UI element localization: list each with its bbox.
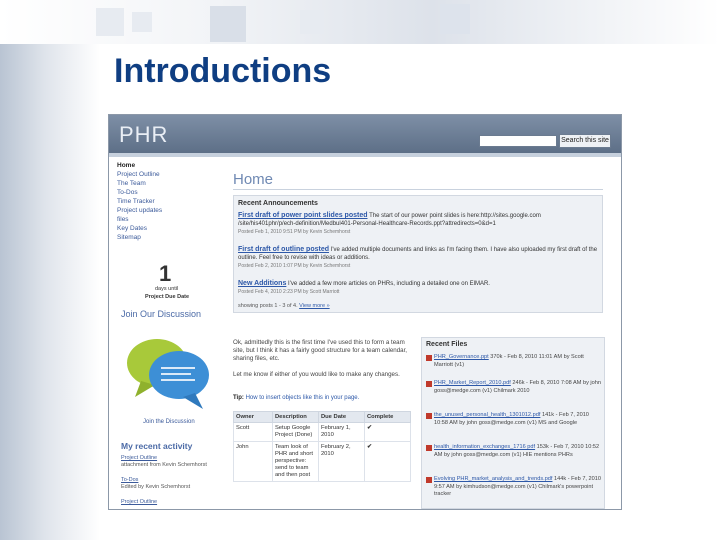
search-input[interactable] [479,135,557,147]
column-header: Description [272,412,318,423]
file-detail: 246k - Feb 8, 2010 7:08 AM by john goss@medge.com (v1) Chilmark 2010 [434,380,602,394]
announcements-count: showing posts 1 - 3 of 4. [238,303,298,309]
activity-item [121,499,217,506]
recent-files-panel [421,337,605,509]
decor-square [132,12,152,32]
page-title: Home [233,171,274,188]
sidebar-item-project-updates[interactable]: Project updates [117,207,163,214]
file-link[interactable]: the_unused_personal_health_1301012.pdf [434,412,541,418]
intro-text-2: Let me know if either of you would like to make any changes. [233,371,400,378]
file-link[interactable]: health_information_exchanges_1716 pdf [434,444,536,450]
file-item [426,380,604,395]
announcement-body: I've added multiple documents and links as I'm facing them. I have also uploaded my first draft of the outline. Feel free to revise with ideas or additions. [238,247,598,261]
activity-detail: Edited by Kevin Schemhorst [121,484,191,490]
sidebar-item-project-outline[interactable]: Project Outline [117,171,160,178]
file-link[interactable]: PHR_Governance.ppt [434,354,489,360]
tip-line [233,395,411,401]
decor-square [440,4,470,34]
column-header: Due Date [318,412,364,423]
chat-bubbles-icon[interactable] [121,327,217,417]
website-screenshot [108,114,622,510]
description-cell: Setup Google Project (Done) [272,423,318,442]
file-item [426,354,604,369]
sidebar-item-key-dates[interactable]: Key Dates [117,225,147,232]
countdown-number: 1 [159,261,172,286]
sidebar-item-home[interactable]: Home [117,162,136,169]
file-detail: 144k - Feb 7, 2010 9:57 AM by kimhudson@medge.com (v1) Chilmark's powerpoint tracker [434,476,601,497]
sidebar-item-sitemap[interactable]: Sitemap [117,234,141,241]
divider [233,189,603,190]
announcement-meta: Posted Feb 2, 2010 1:07 PM by Kevin Schemhorst [238,263,351,269]
join-discussion-heading: Join Our Discussion [121,309,202,319]
activity-link[interactable]: To-Dos [121,477,139,483]
announcements-heading: Recent Announcements [238,200,318,207]
countdown-caption: Project Due Date [145,294,190,300]
sidebar-nav [117,161,209,242]
file-type-icon [426,413,432,419]
recent-files-heading: Recent Files [426,341,468,348]
slide-title: Introductions [114,52,332,90]
announcement-meta: Posted Feb 1, 2010 9:51 PM by Kevin Schemhorst [238,229,351,235]
search-button[interactable]: Search this site [559,134,611,148]
announcement-title-link[interactable]: New Additions [238,280,287,287]
activity-detail: attachment from Kevin Schemhorst [121,462,207,468]
tip-label: Tip: [233,395,244,401]
file-type-icon [426,477,432,483]
announcements-panel [233,195,603,313]
file-type-icon [426,445,432,451]
decor-square [300,10,324,34]
announcement-title-link[interactable]: First draft of power point slides posted [238,212,368,219]
owner-cell: Scott [234,423,273,442]
due-date-cell: February 2, 2010 [318,442,364,482]
description-cell: Team look of PHR and short perspective: send to team and then post [272,442,318,482]
activity-item [121,477,217,491]
activity-item [121,455,217,469]
file-detail: 153k - Feb 7, 2010 10:52 AM by john goss@medge.com (v1) HIE mentions PHRs [434,444,600,458]
table-row [234,423,411,442]
announcement-body: I've added a few more articles on PHRs, including a detailed one on ElMAR. [288,281,490,287]
file-item [426,412,604,427]
sidebar-item-to-dos[interactable]: To-Dos [117,189,138,196]
file-detail: 370k - Feb 8, 2010 11:01 AM by Scott Marriott (v1) [434,354,584,368]
complete-check-icon: ✔ [364,423,410,442]
complete-check-icon: ✔ [364,442,410,482]
file-type-icon [426,381,432,387]
activity-link[interactable]: Project Outline [121,455,158,461]
tip-link[interactable]: How to insert objects like this in your page. [245,395,360,401]
owner-cell: John [234,442,273,482]
table-row [234,442,411,482]
file-link[interactable]: PHR_Market_Report_2010.pdf [434,380,511,386]
announcement-meta: Posted Feb 4, 2010 2:23 PM by Scott Marriott [238,289,340,295]
file-item [426,444,604,459]
sidebar-item-the-team[interactable]: The Team [117,180,146,187]
file-detail: 141k - Feb 7, 2010 10:58 AM by john goss@medge.com (v1) MS and Google [434,412,589,426]
recent-activity-heading: My recent activity [121,441,193,451]
file-item [426,476,604,499]
slide-left-gradient [0,0,100,540]
file-type-icon [426,355,432,361]
due-date-cell: February 1, 2010 [318,423,364,442]
view-more-link[interactable]: View more » [299,303,330,309]
announcement-item [238,280,598,296]
file-link[interactable]: Evolving PHR_market_analysis_and_trends.pdf [434,476,553,482]
tasks-table [233,411,411,482]
countdown-label: days until [155,286,179,292]
intro-text: Ok, admittedly this is the first time I've used this to form a team site, but I think it has a fairly good structure for a team calendar, sharing files, etc. [233,339,408,362]
join-discussion-link[interactable]: Join the Discussion [143,419,195,425]
announcement-item [238,246,598,270]
decor-square [210,6,246,42]
activity-link[interactable]: Project Outline [121,499,158,505]
column-header: Owner [234,412,273,423]
table-header-row [234,412,411,423]
column-header: Complete [364,412,410,423]
sidebar-item-time-tracker[interactable]: Time Tracker [117,198,155,205]
announcements-footer [238,303,330,309]
sidebar-item-files[interactable]: files [117,216,129,223]
site-header [109,115,621,153]
announcement-item [238,212,598,236]
header-subbar [109,153,621,157]
decor-square [96,8,124,36]
site-brand[interactable]: PHR [119,122,169,147]
announcement-title-link[interactable]: First draft of outline posted [238,246,329,253]
announcement-body: The start of our power point slides is here:http://sites.google.com /site/his401phr/p/ech-definition/Medbul401-Personal-Healthcare-Records.ppt?attredirects=0&d=1 [238,213,541,227]
